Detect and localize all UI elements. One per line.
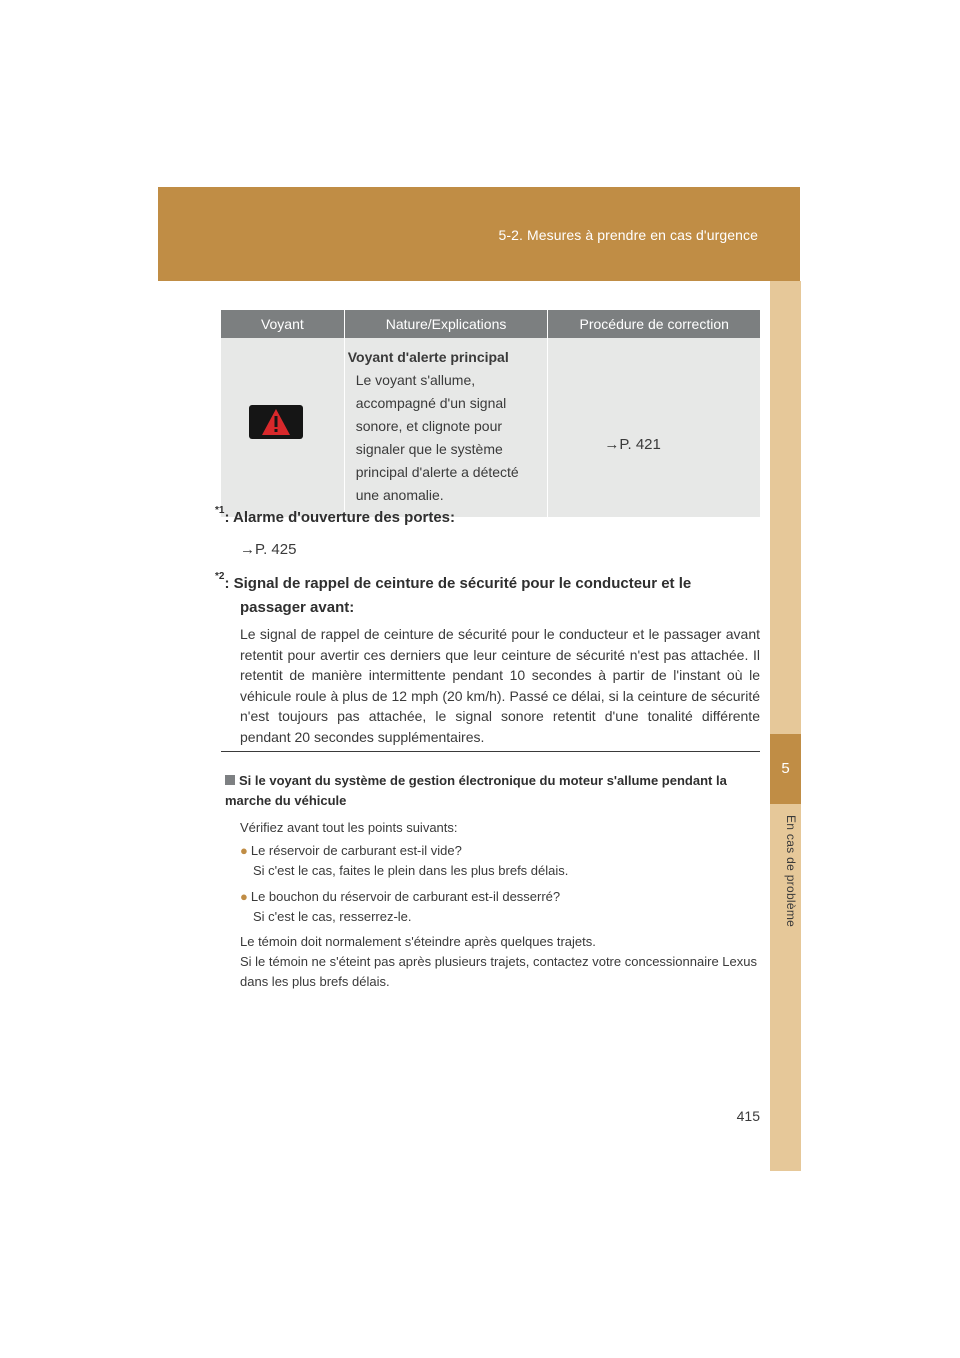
footnote-2-body: Le signal de rappel de ceinture de sécurité pour le conducteur et le passager avant retentit pour avertir ces derniers que leur ceinture de sécurité n'est pas attachée. Il retentit de manière intermittente pendant 10 secondes à partir de l'instant où le véhicule roule à plus de 12 mph (20 km/h). Passé ce délai, si la ceinture de sécurité n'est toujours pas attachée, le signal sonore retentit d'une tonalité différente pendant 20 secondes supplémentaires. (240, 626, 760, 745)
side-tab-strip (770, 281, 801, 1171)
info-outro-line-2: Si le témoin ne s'éteint pas après plusieurs trajets, contactez votre concessionnaire Lexus dans les plus brefs délais. (240, 954, 757, 989)
divider (221, 751, 760, 752)
icon-cell (221, 338, 344, 517)
explanation-body: Le voyant s'allume, accompagné d'un signal sonore, et clignote pour signaler que le système principal d'alerte a détecté une anomalie. (355, 372, 519, 503)
warning-triangle-icon (249, 405, 303, 439)
list-item (240, 841, 568, 881)
bullet-1-answer: Si c'est le cas, faites le plein dans les plus brefs délais. (253, 863, 569, 878)
header-explications: Nature/Explications (344, 310, 548, 338)
correction-cell (548, 338, 760, 517)
info-outro (240, 932, 760, 992)
footnote-2 (215, 568, 760, 620)
correction-reference: →P. 421 (604, 436, 661, 453)
header-voyant: Voyant (221, 310, 344, 338)
footnote-1-title: : Alarme d'ouverture des portes: (224, 509, 456, 526)
info-title-text: Si le voyant du système de gestion électronique du moteur s'allume pendant la marche du véhicule (225, 773, 727, 808)
info-intro: Vérifiez avant tout les points suivants: (240, 820, 458, 835)
info-outro-line-1: Le témoin doit normalement s'éteindre après quelques trajets. (240, 934, 596, 949)
circle-bullet-icon: ● (240, 889, 248, 904)
footnote-1-reference: →P. 425 (240, 541, 297, 558)
explanation-title: Voyant d'alerte principal (347, 349, 509, 365)
chapter-header-band (158, 187, 800, 281)
bullet-1-question: Le réservoir de carburant est-il vide? (250, 843, 462, 858)
footnote-2-title: : Signal de rappel de ceinture de sécurité pour le conducteur et le (224, 575, 692, 592)
info-title (225, 771, 760, 811)
table-row (221, 338, 760, 517)
section-title: 5-2. Mesures à prendre en cas d'urgence (498, 227, 758, 243)
list-item (240, 887, 560, 927)
footnote-2-title-cont: passager avant: (240, 599, 355, 616)
page-number: 415 (736, 1108, 760, 1124)
square-bullet-icon (225, 775, 235, 785)
indicator-table (221, 310, 760, 517)
circle-bullet-icon: ● (240, 843, 248, 858)
footnote-1-marker: *1 (215, 505, 225, 516)
bullet-2-answer: Si c'est le cas, resserrez-le. (253, 909, 412, 924)
bullet-2-question: Le bouchon du réservoir de carburant est-il desserré? (250, 889, 561, 904)
chapter-label: En cas de problème (784, 815, 798, 928)
footnote-2-marker: *2 (215, 571, 225, 582)
table-header-row (221, 310, 760, 338)
chapter-number-tab: 5 (770, 734, 801, 804)
footnote-1 (215, 505, 456, 526)
explanation-cell (344, 338, 548, 517)
header-correction: Procédure de correction (548, 310, 760, 338)
